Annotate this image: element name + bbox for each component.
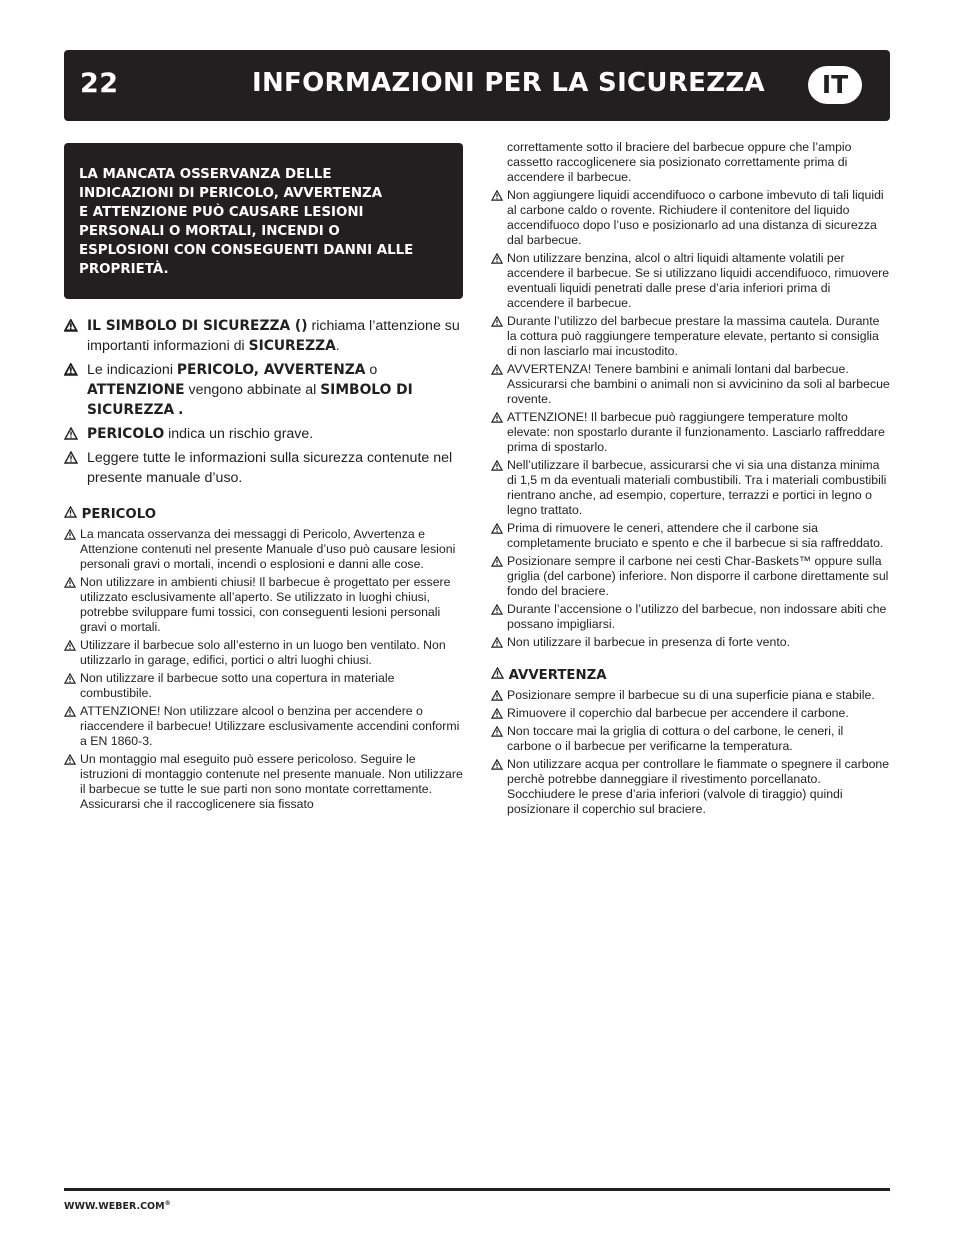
warning-triangle-icon [64,577,76,588]
item-text: Non utilizzare il barbecue in presenza di forte vento. [507,635,790,649]
avvertenza-item [491,706,891,721]
warning-box-text [79,165,439,279]
warning-triangle-icon [491,190,503,201]
left-column [64,316,464,815]
intro-bold: PERICOLO [87,426,165,442]
intro-text: indica un rischio grave. [164,426,314,442]
item-text: Non aggiungere liquidi accendifuoco o carbone imbevuto di tali liquidi al carbone caldo o rovente. Richiudere il contenitore del liquido accendifuoco dopo l’uso e posizionarlo ad una distanza di sicurezza dal barbecue. [507,188,884,247]
item-text: Prima di rimuovere le ceneri, attendere che il carbone sia completamente bruciato e spento e che il barbecue si sia raffreddato. [507,521,884,550]
intro-text: o [365,362,378,378]
warning-triangle-icon [64,706,76,717]
section-heading-text: PERICOLO [81,507,157,522]
item-text: Non toccare mai la griglia di cottura o del carbone, le ceneri, il carbone o il barbecue per verificarne la temperatura. [507,724,844,753]
warning-triangle-icon [491,604,503,615]
avvertenza-item [491,688,891,703]
avvertenza-item [491,757,891,817]
item-text: Non utilizzare benzina, alcol o altri liquidi altamente volatili per accendere il barbecue. Se si utilizzano liquidi accendifuoco, rimuovere eventuali liquidi penetrati dalle prese d’aria inferiori prima di accendere il barbecue. [507,251,890,310]
intro-bold: IL SIMBOLO DI SICUREZZA ( [87,318,302,334]
warning-triangle-icon [491,690,503,701]
warning-line: ESPLOSIONI CON CONSEGUENTI DANNI ALLE [79,243,414,258]
item-text: Durante l’utilizzo del barbecue prestare la massima cautela. Durante la cottura può raggiungere temperature elevate, pertanto si consiglia di non lasciarlo mai incustodito. [507,314,880,358]
warning-triangle-icon [491,667,504,679]
warning-triangle-icon [491,316,503,327]
continuation-text [491,140,891,185]
warning-triangle-icon [491,556,503,567]
intro-item [64,424,464,444]
item-text: Posizionare sempre il carbone nei cesti Char-Baskets™ oppure sulla griglia (del carbone) inferiore. Non disporre il carbone direttamente sul fondo del braciere. [507,554,889,598]
warning-triangle-icon [64,640,76,651]
pericolo-item [491,188,891,248]
intro-bold: PERICOLO, AVVERTENZA [176,362,366,378]
warning-line: PERSONALI O MORTALI, INCENDI O [79,224,340,239]
pericolo-item [64,638,464,668]
page-number: 22 [80,68,119,99]
right-column [491,140,891,820]
warning-line: PROPRIETÀ. [79,262,169,277]
pericolo-item [491,554,891,599]
item-text: Un montaggio mal eseguito può essere pericoloso. Seguire le istruzioni di montaggio contenute nel presente manuale. Non utilizzare il barbecue se tutte le sue parti non sono montate correttamente. Assicurarsi che il raccoglicenere sia fissato [80,752,463,811]
item-text: Posizionare sempre il barbecue su di una superficie piana e stabile. [507,688,875,702]
warning-triangle-icon [491,637,503,648]
intro-item [64,448,464,488]
avvertenza-item [491,724,891,754]
warning-triangle-icon [64,319,77,331]
section-heading-text: AVVERTENZA [508,668,607,683]
warning-triangle-icon [491,726,503,737]
intro-bold: SIMBOLO DI SICUREZZA [87,382,413,418]
pericolo-item [491,362,891,407]
warning-line: INDICAZIONI DI PERICOLO, AVVERTENZA [79,186,383,201]
warning-triangle-icon [491,523,503,534]
item-text: Utilizzare il barbecue solo all’esterno in un luogo ben ventilato. Non utilizzarlo in garage, edifici, portici o altri luoghi chiusi. [80,638,446,667]
intro-item [64,360,464,420]
item-text: Rimuovere il coperchio dal barbecue per accendere il carbone. [507,706,849,720]
item-text: Non utilizzare il barbecue sotto una copertura in materiale combustibile. [80,671,395,700]
language-badge: IT [808,66,862,104]
footer-url-text: WWW.WEBER.COM [64,1201,165,1213]
intro-text: vengono abbinate al [184,382,321,398]
pericolo-item [64,527,464,572]
intro-bold: SICUREZZA [248,338,336,354]
registered-mark: ® [164,1200,171,1207]
warning-box [64,143,463,299]
warning-triangle-icon [64,529,76,540]
item-text: AVVERTENZA! Tenere bambini e animali lontani dal barbecue. Assicurarsi che bambini o animali non si avvicinino da soli al barbecue rovente. [507,362,890,406]
footer-url[interactable] [64,1200,171,1212]
avvertenza-heading [491,667,891,685]
intro-text: . [335,338,340,354]
item-text: Nell’utilizzare il barbecue, assicurarsi che vi sia una distanza minima di 1,5 m da eventuali materiali combustibili. Tra i materiali combustibili rientrano anche, ad esempio, coperture, terrazzi e portici in legno o legno trattato. [507,458,887,517]
warning-triangle-icon [64,673,76,684]
warning-triangle-icon [491,412,503,423]
intro-bold: . [178,402,184,418]
intro-text: Leggere tutte le informazioni sulla sicurezza contenute nel presente manuale d’uso. [87,450,453,486]
intro-text: richiama l’attenzione su importanti informazioni di [87,318,460,354]
pericolo-item [491,602,891,632]
warning-triangle-icon [491,708,503,719]
pericolo-item [491,314,891,359]
warning-triangle-icon [491,460,503,471]
warning-triangle-icon [491,364,503,375]
page-title: INFORMAZIONI PER LA SICUREZZA [252,68,765,98]
item-text: Non utilizzare in ambienti chiusi! Il barbecue è progettato per essere utilizzato esclusivamente all’aperto. Se utilizzato in luoghi chiusi, potrebbe sviluppare fumi tossici, con conseguenti lesioni personali gravi o mortali. [80,575,451,634]
item-text: Non utilizzare acqua per controllare le fiammate o spegnere il carbone perchè potrebbe danneggiare il rivestimento porcellanato. Socchiudere le prese d’aria inferiori (valvole di tiraggio) quindi posizionare il coperchio sul braciere. [507,757,890,816]
pericolo-item [491,458,891,518]
pericolo-item [64,704,464,749]
pericolo-item [491,251,891,311]
intro-bold: ATTENZIONE [87,382,185,398]
item-text: ATTENZIONE! Non utilizzare alcool o benzina per accendere o riaccendere il barbecue! Utilizzare esclusivamente accendini conformi a EN 1860-3. [80,704,460,748]
pericolo-item [64,575,464,635]
warning-line: E ATTENZIONE PUÒ CAUSARE LESIONI [79,205,364,220]
warning-line: LA MANCATA OSSERVANZA DELLE [79,167,332,182]
warning-triangle-icon [64,506,77,518]
item-text: Durante l’accensione o l’utilizzo del barbecue, non indossare abiti che possano impigliarsi. [507,602,887,631]
intro-bold: ) [301,318,308,334]
pericolo-item [64,752,464,812]
pericolo-item [491,521,891,551]
warning-triangle-icon [64,754,76,765]
warning-triangle-icon [64,363,77,375]
item-text: ATTENZIONE! Il barbecue può raggiungere temperature molto elevate: non spostarlo durante il funzionamento. Lasciarlo raffreddare prima di spostarlo. [507,410,885,454]
item-text: correttamente sotto il braciere del barbecue oppure che l’ampio cassetto raccoglicenere sia posizionato correttamente prima di accendere il barbecue. [507,140,852,184]
page-header [64,50,890,121]
footer-rule [64,1188,890,1191]
intro-item [64,316,464,356]
item-text: La mancata osservanza dei messaggi di Pericolo, Avvertenza e Attenzione contenuti nel presente Manuale d’uso può causare lesioni personali gravi o mortali, incendi o esplosioni e danni alle cose. [80,527,456,571]
pericolo-item [491,410,891,455]
pericolo-item [64,671,464,701]
pericolo-heading [64,506,464,524]
warning-triangle-icon [64,427,78,440]
pericolo-item [491,635,891,650]
intro-text: Le indicazioni [87,362,177,378]
warning-triangle-icon [491,253,503,264]
warning-triangle-icon [491,759,503,770]
warning-triangle-icon [64,451,78,464]
